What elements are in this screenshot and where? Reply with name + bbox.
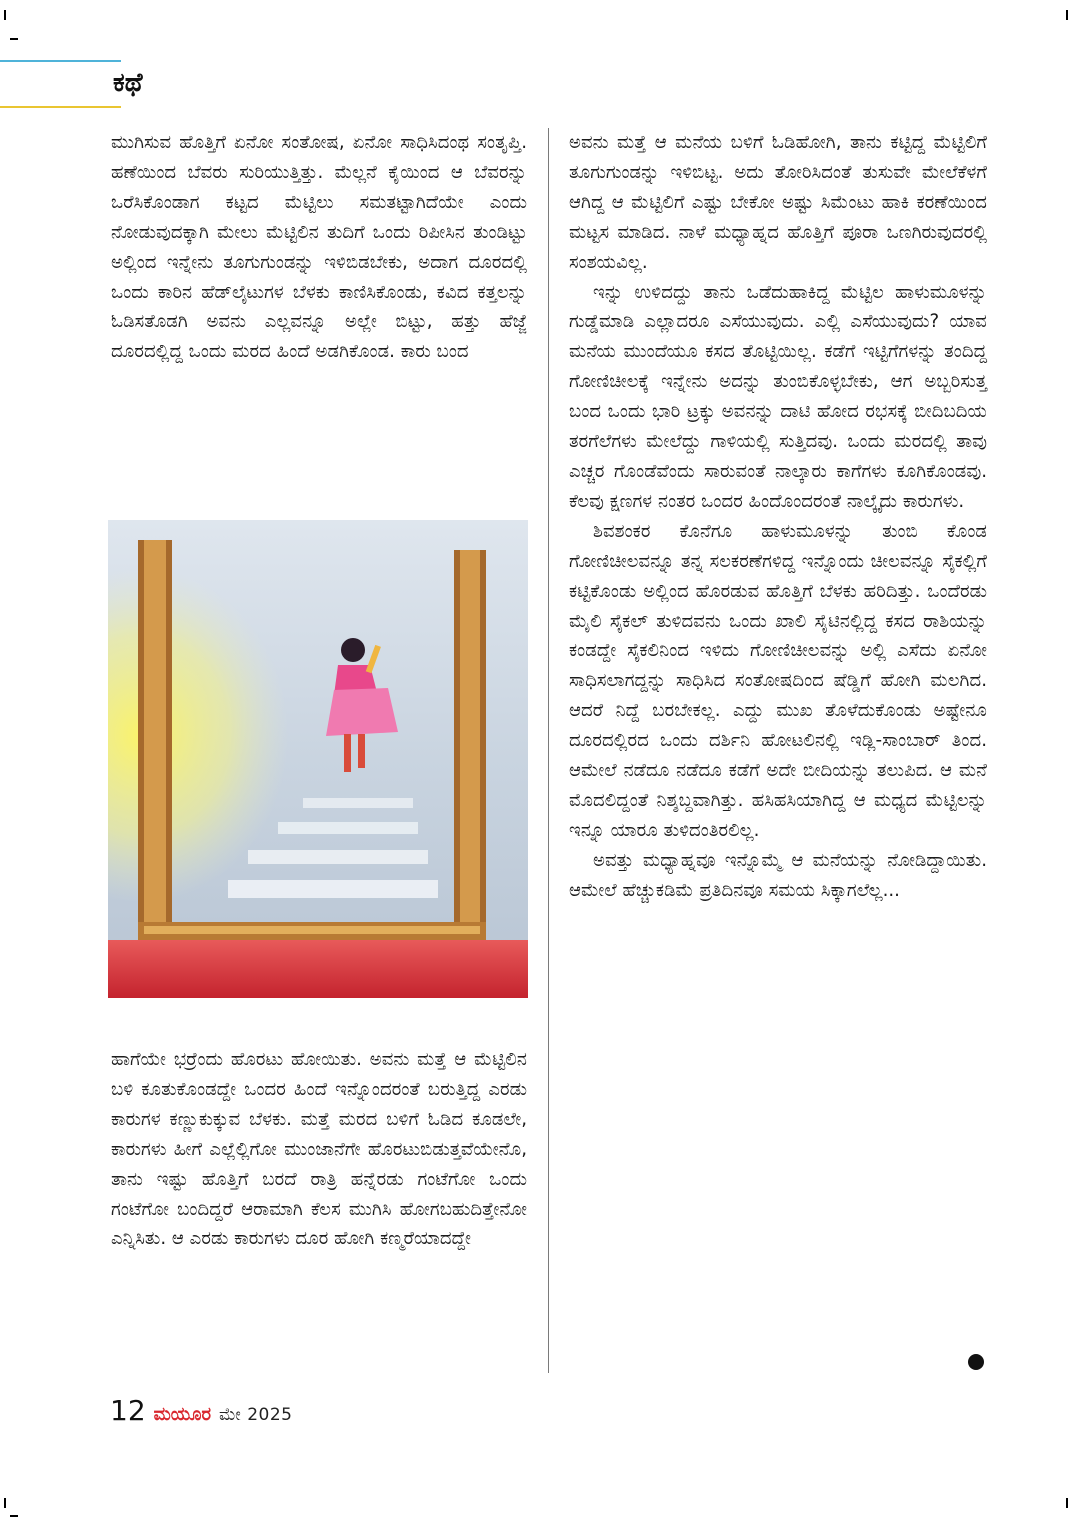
crop-mark-top-right <box>1066 10 1068 20</box>
section-title: ಕಥೆ <box>113 68 143 98</box>
crop-mark-bottom-right <box>1066 1498 1068 1508</box>
right-paragraph-3: ಶಿವಶಂಕರ ಕೊನೆಗೂ ಹಾಳುಮೂಳನ್ನು ತುಂಬಿ ಕೊಂಡ ಗೋಣಿಚೀಲವನ್ನೂ ತನ್ನ ಸಲಕರಣೆಗಳಿದ್ದ ಇನ್ನೊಂದು ಚೀಲವನ್ನೂ ಸೈಕಲ್ಲಿಗೆ ಕಟ್ಟಿಕೊಂಡು ಅಲ್ಲಿಂದ ಹೊರಡುವ ಹೊತ್ತಿಗೆ ಬೆಳಕು ಹರಿದಿತ್ತು. ಒಂದೆರಡು ಮೈಲಿ ಸೈಕಲ್ ತುಳಿದವನು ಒಂದು ಖಾಲಿ ಸೈಟಿನಲ್ಲಿದ್ದ ಕಸದ ರಾಶಿಯನ್ನು ಕಂಡದ್ದೇ ಸೈಕಲಿನಿಂದ ಇಳಿದು ಗೋಣಿಚೀಲವನ್ನು ಅಲ್ಲಿ ಎಸೆದು ಏನೋ ಸಾಧಿಸಲಾಗದ್ದನ್ನು ಸಾಧಿಸಿದ ಸಂತೋಷದಿಂದ ಷೆಡ್ಡಿಗೆ ಹೋಗಿ ಮಲಗಿದ. ಆದರೆ ನಿದ್ದೆ ಬರಬೇಕಲ್ಲ. ಎದ್ದು ಮುಖ ತೊಳೆದುಕೊಂಡು ಅಷ್ಟೇನೂ ದೂರದಲ್ಲಿರದ ಒಂದು ದರ್ಶಿನಿ ಹೋಟಲಿನಲ್ಲಿ ಇಡ್ಲಿ-ಸಾಂಬಾರ್ ತಿಂದ. ಆಮೇಲೆ ನಡೆದೂ ನಡೆದೂ ಕಡೆಗೆ ಅದೇ ಬೀದಿಯನ್ನು ತಲುಪಿದ. ಆ ಮನೆ ಮೊದಲಿದ್ದಂತೆ ನಿಶ್ಶಬ್ದವಾಗಿತ್ತು. ಹಸಿಹಸಿಯಾಗಿದ್ದ ಆ ಮಧ್ಯದ ಮೆಟ್ಟಿಲನ್ನು ಇನ್ನೂ ಯಾರೂ ತುಳಿದಂತಿರಲಿಲ್ಲ. <box>569 520 987 841</box>
crop-mark-bottom-left <box>4 1498 6 1508</box>
right-paragraph-1: ಅವನು ಮತ್ತೆ ಆ ಮನೆಯ ಬಳಿಗೆ ಓಡಿಹೋಗಿ, ತಾನು ಕಟ್ಟಿದ್ದ ಮೆಟ್ಟಿಲಿಗೆ ತೂಗುಗುಂಡನ್ನು ಇಳಿಬಿಟ್ಟ. ಅದು ತೋರಿಸಿದಂತೆ ತುಸುವೇ ಮೇಲೆಕೆಳಗೆ ಆಗಿದ್ದ ಆ ಮೆಟ್ಟಿಲಿಗೆ ಎಷ್ಟು ಬೇಕೋ ಅಷ್ಟು ಸಿಮೆಂಟು ಹಾಕಿ ಕರಣೆಯಿಂದ ಮಟ್ಟಸ ಮಾಡಿದ. ನಾಳೆ ಮಧ್ಯಾಹ್ನದ ಹೊತ್ತಿಗೆ ಪೂರಾ ಒಣಗಿರುವುದರಲ್ಲಿ ಸಂಶಯವಿಲ್ಲ. <box>569 132 987 273</box>
left-column-bottom-paragraph: ಹಾಗೆಯೇ ಭರ್ರೆಂದು ಹೊರಟು ಹೋಯಿತು. ಅವನು ಮತ್ತೆ ಆ ಮೆಟ್ಟಿಲಿನ ಬಳಿ ಕೂತುಕೊಂಡದ್ದೇ ಒಂದರ ಹಿಂದೆ ಇನ್ನೊಂದರಂತೆ ಬರುತ್ತಿದ್ದ ಎರಡು ಕಾರುಗಳ ಕಣ್ಣುಕುಕ್ಕುವ ಬೆಳಕು. ಮತ್ತೆ ಮರದ ಬಳಿಗೆ ಓಡಿದ ಕೂಡಲೇ, ಕಾರುಗಳು ಹೀಗೆ ಎಲ್ಲೆಲ್ಲಿಗೋ ಮುಂಜಾನೆಗೇ ಹೊರಟುಬಿಡುತ್ತವೆಯೇನೊ, ತಾನು ಇಷ್ಟು ಹೊತ್ತಿಗೆ ಬರದೆ ರಾತ್ರಿ ಹನ್ನೆರಡು ಗಂಟೆಗೋ ಒಂದು ಗಂಟೆಗೋ ಬಂದಿದ್ದರೆ ಆರಾಮಾಗಿ ಕೆಲಸ ಮುಗಿಸಿ ಹೋಗಬಹುದಿತ್ತೇನೋ ಎನ್ನಿಸಿತು. ಆ ಎರಡು ಕಾರುಗಳು ದೂರ ಹೋಗಿ ಕಣ್ಮರೆಯಾದದ್ದೇ <box>111 1049 527 1250</box>
page-number: 12 <box>110 1394 146 1427</box>
left-column-top <box>111 128 527 367</box>
right-paragraph-2: ಇನ್ನು ಉಳಿದದ್ದು ತಾನು ಒಡೆದುಹಾಕಿದ್ದ ಮೆಟ್ಟಿಲ ಹಾಳುಮೂಳನ್ನು ಗುಡ್ಡೆಮಾಡಿ ಎಲ್ಲಾದರೂ ಎಸೆಯುವುದು. ಎಲ್ಲಿ ಎಸೆಯುವುದು? ಯಾವ ಮನೆಯ ಮುಂದೆಯೂ ಕಸದ ತೊಟ್ಟಿಯಿಲ್ಲ. ಕಡೆಗೆ ಇಟ್ಟಿಗೆಗಳನ್ನು ತಂದಿದ್ದ ಗೋಣಿಚೀಲಕ್ಕೆ ಇನ್ನೇನು ಅದನ್ನು ತುಂಬಿಕೊಳ್ಳಬೇಕು, ಆಗ ಅಬ್ಬರಿಸುತ್ತ ಬಂದ ಒಂದು ಭಾರಿ ಟ್ರಕ್ಕು ಅವನನ್ನು ದಾಟಿ ಹೋದ ರಭಸಕ್ಕೆ ಬೀದಿಬದಿಯ ತರಗೆಲೆಗಳು ಮೇಲೆದ್ದು ಗಾಳಿಯಲ್ಲಿ ಸುತ್ತಿದವು. ಒಂದು ಮರದಲ್ಲಿ ತಾವು ಎಚ್ಚರ ಗೊಂಡೆವೆಂದು ಸಾರುವಂತೆ ನಾಲ್ಕಾರು ಕಾಗೆಗಳು ಕೂಗಿಕೊಂಡವು. ಕೆಲವು ಕ್ಷಣಗಳ ನಂತರ ಒಂದರ ಹಿಂದೊಂದರಂತೆ ನಾಲ್ಕೈದು ಕಾರುಗಳು. <box>569 281 987 512</box>
magazine-logo: ಮಯೂರ <box>153 1404 212 1425</box>
left-column-bottom <box>111 1045 527 1254</box>
crop-mark-top-left <box>4 10 6 20</box>
story-end-bullet <box>968 1354 984 1370</box>
left-column-top-paragraph: ಮುಗಿಸುವ ಹೊತ್ತಿಗೆ ಏನೋ ಸಂತೋಷ, ಏನೋ ಸಾಧಿಸಿದಂಥ ಸಂತೃಪ್ತಿ. ಹಣೆಯಿಂದ ಬೆವರು ಸುರಿಯುತ್ತಿತ್ತು. ಮೆಲ್ಲನೆ ಕೈಯಿಂದ ಆ ಬೆವರನ್ನು ಒರೆಸಿಕೊಂಡಾಗ ಕಟ್ಟದ ಮೆಟ್ಟಿಲು ಸಮತಟ್ಟಾಗಿದೆಯೇ ಎಂದು ನೋಡುವುದಕ್ಕಾಗಿ ಮೇಲು ಮೆಟ್ಟಿಲಿನ ತುದಿಗೆ ಒಂದು ರಿಪೀಸಿನ ತುಂಡಿಟ್ಟು ಅಲ್ಲಿಂದ ಇನ್ನೇನು ತೂಗುಗುಂಡನ್ನು ಇಳಿಬಿಡಬೇಕು, ಅದಾಗ ದೂರದಲ್ಲಿ ಒಂದು ಕಾರಿನ ಹೆಡ್‌ಲೈಟುಗಳ ಬೆಳಕು ಕಾಣಿಸಿಕೊಂಡು, ಕವಿದ ಕತ್ತಲನ್ನು ಓಡಿಸತೊಡಗಿ ಅವನು ಎಲ್ಲವನ್ನೂ ಅಲ್ಲೇ ಬಿಟ್ಟು, ಹತ್ತು ಹೆಜ್ಜೆ ದೂರದಲ್ಲಿದ್ದ ಒಂದು ಮರದ ಹಿಂದೆ ಅಡಗಿಕೊಂಡ. ಕಾರು ಬಂದ <box>111 132 527 363</box>
page-footer <box>110 1394 292 1428</box>
column-divider <box>548 128 549 1373</box>
right-column <box>569 128 987 906</box>
section-rule-bottom <box>0 106 121 108</box>
issue-date: ಮೇ 2025 <box>219 1405 293 1425</box>
story-illustration <box>108 520 528 998</box>
section-rule-top <box>0 60 121 62</box>
illustration-painting <box>108 520 528 998</box>
right-paragraph-4: ಅವತ್ತು ಮಧ್ಯಾಹ್ನವೂ ಇನ್ನೊಮ್ಮೆ ಆ ಮನೆಯನ್ನು ನೋಡಿದ್ದಾಯಿತು. ಆಮೇಲೆ ಹೆಚ್ಚುಕಡಿಮೆ ಪ್ರತಿದಿನವೂ ಸಮಯ ಸಿಕ್ಕಾಗಲೆಲ್ಲ... <box>569 849 987 901</box>
crop-mark-top-left-h <box>10 38 18 40</box>
crop-mark-bottom-left-h <box>10 1515 18 1517</box>
